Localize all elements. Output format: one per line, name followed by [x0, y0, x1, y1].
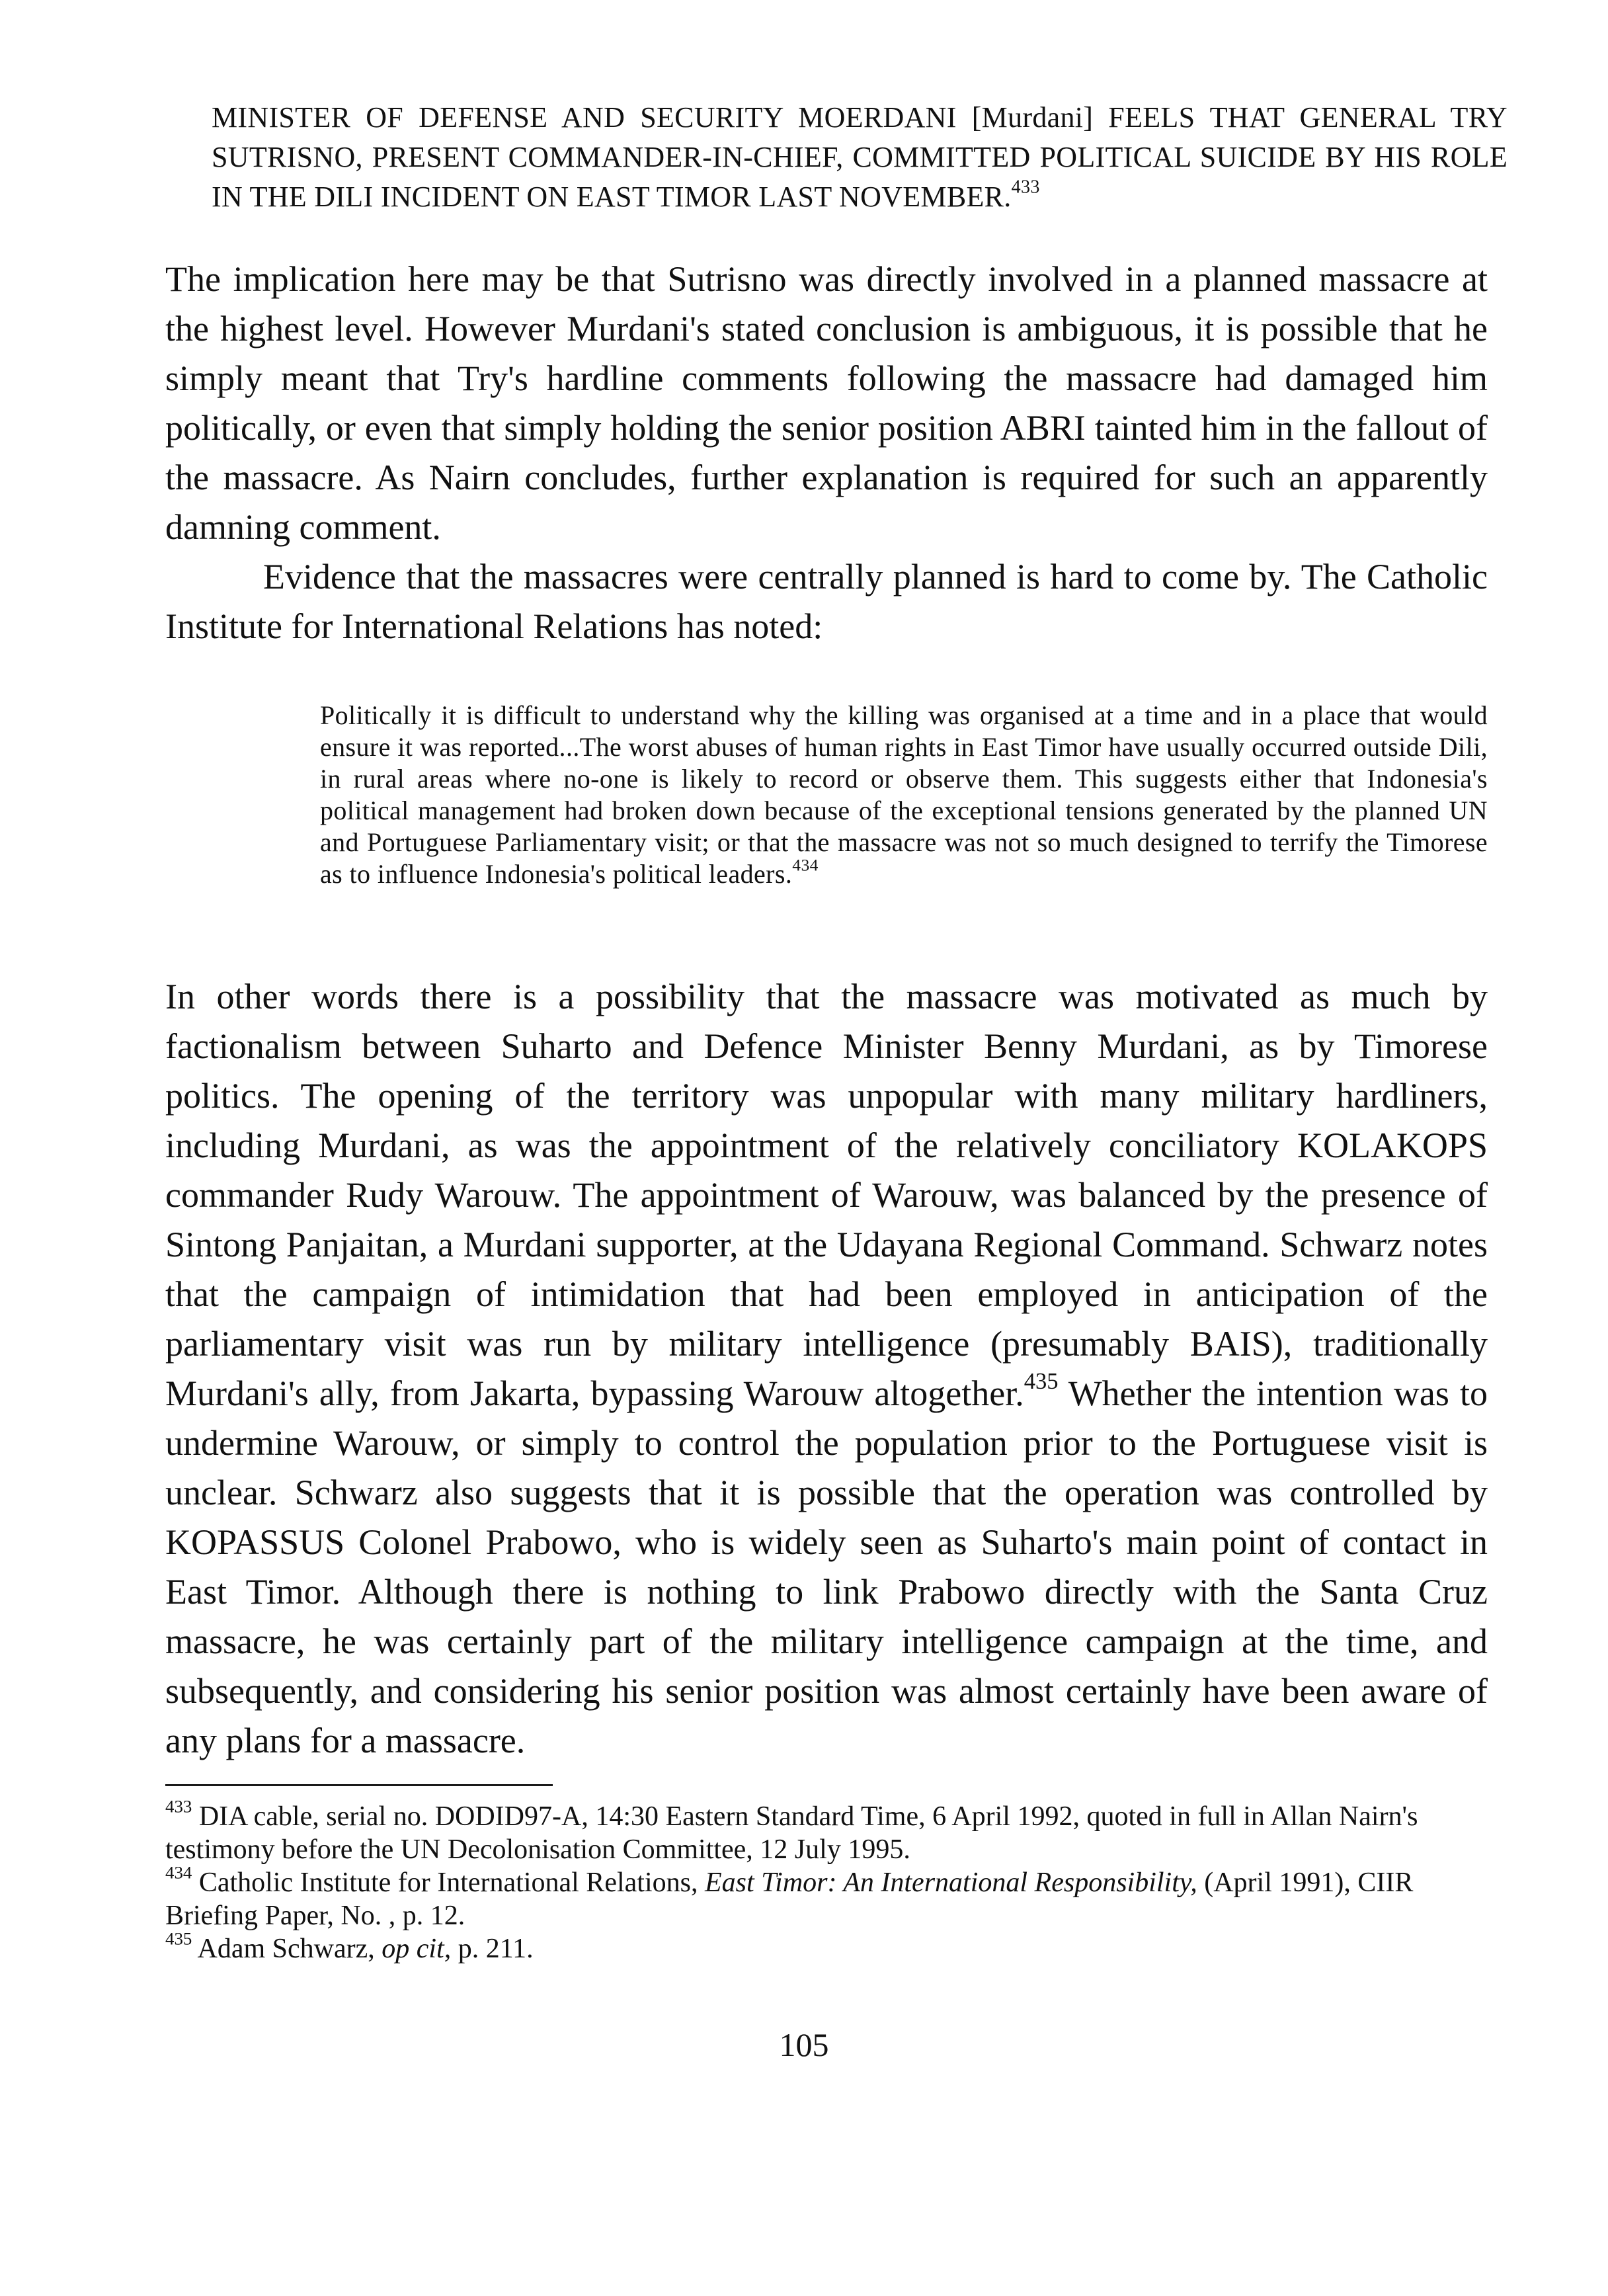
footnote-text: Adam Schwarz, — [192, 1934, 382, 1964]
footnote-ref-434: 434 — [792, 855, 819, 875]
footnote-ref-433: 433 — [1011, 177, 1040, 198]
footnote-source-title: op cit, — [382, 1934, 452, 1964]
footnote-434 — [165, 1862, 1492, 1932]
footnote-source-title: East Timor: An International Responsibility, — [704, 1867, 1197, 1898]
block-quote-text: Politically it is difficult to understand why the killing was organised at a time and in a place that would ensure it was reported...The worst abuses of human rights in East Timor have usually occurred outside Dili, in rural areas where no-one is likely to record or observe them. This suggests either that Indonesia's political management had broken down because of the exceptional tensions generated by the planned UN and Portuguese Parliamentary visit; or that the massacre was not so much designed to terrify the Timorese as to influence Indonesia's political leaders. — [320, 700, 1488, 889]
footnote-text: Catholic Institute for International Relations, — [192, 1867, 705, 1898]
body-section-1 — [165, 255, 1488, 651]
footnote-number: 435 — [165, 1928, 192, 1949]
body-paragraph: The implication here may be that Sutrisno was directly involved in a planned massacre at the highest level. However Murdani's stated conclusion is ambiguous, it is possible that he simply meant that Try's hardline comments following the massacre had damaged him politically, or even that simply holding the senior position ABRI tainted him in the fallout of the massacre. As Nairn concludes, further explanation is required for such an apparently damning comment. — [165, 259, 1488, 547]
page-number: 105 — [779, 2026, 829, 2063]
footnote-text: (April 1991), CIIR Briefing Paper, No. , p. 12. — [165, 1867, 1414, 1931]
body-section-2 — [165, 972, 1488, 1766]
header-quote-text: MINISTER OF DEFENSE AND SECURITY MOERDANI [Murdani] FEELS THAT GENERAL TRY SUTRISNO, PRESENT COMMANDER-IN-CHIEF, COMMITTED POLITICAL SUICIDE BY HIS ROLE IN THE DILI INCIDENT ON EAST TIMOR LAST NOVEMBER. — [212, 101, 1508, 213]
footnote-number: 433 — [165, 1796, 192, 1817]
footnote-number: 434 — [165, 1862, 192, 1883]
body-paragraph-text: In other words there is a possibility that the massacre was motivated as much by factionalism between Suharto and Defence Minister Benny Murdani, as by Timorese politics. The opening of the territory was unpopular with many military hardliners, including Murdani, as was the appointment of the relatively conciliatory KOLAKOPS commander Rudy Warouw. The appointment of Warouw, was balanced by the presence of Sintong Panjaitan, a Murdani supporter, at the Udayana Regional Command. Schwarz notes that the campaign of intimidation that had been employed in anticipation of the parliamentary visit was run by military intelligence (presumably BAIS), traditionally Murdani's ally, from Jakarta, bypassing Warouw altogether. — [165, 977, 1488, 1413]
footnote-ref-435: 435 — [1024, 1369, 1059, 1395]
body-paragraph-text: Whether the intention was to undermine Warouw, or simply to control the population prior to the Portuguese visit is unclear. Schwarz also suggests that it is possible that the operation was controlled by KOPASSUS Colonel Prabowo, who is widely seen as Suharto's main point of contact in East Timor. Although there is nothing to link Prabowo directly with the Santa Cruz massacre, he was certainly part of the military intelligence campaign at the time, and subsequently, and considering his senior position was almost certainly have been aware of any plans for a massacre. — [165, 1374, 1488, 1760]
footnote-435 — [165, 1928, 1492, 1965]
footnote-text: p. 211. — [451, 1934, 534, 1964]
body-paragraph — [165, 972, 1488, 1766]
footnote-433 — [165, 1796, 1492, 1866]
footnote-text: DIA cable, serial no. DODID97-A, 14:30 Eastern Standard Time, 6 April 1992, quoted in full in Allan Nairn's testimony before the UN Decolonisation Committee, 12 July 1995. — [165, 1801, 1418, 1865]
body-paragraph: Evidence that the massacres were centrally planned is hard to come by. The Catholic Institute for International Relations has noted: — [165, 557, 1488, 646]
header-quote — [212, 98, 1508, 217]
footnote-divider — [165, 1784, 553, 1786]
footnotes — [165, 1796, 1492, 1965]
block-quote — [320, 700, 1488, 890]
